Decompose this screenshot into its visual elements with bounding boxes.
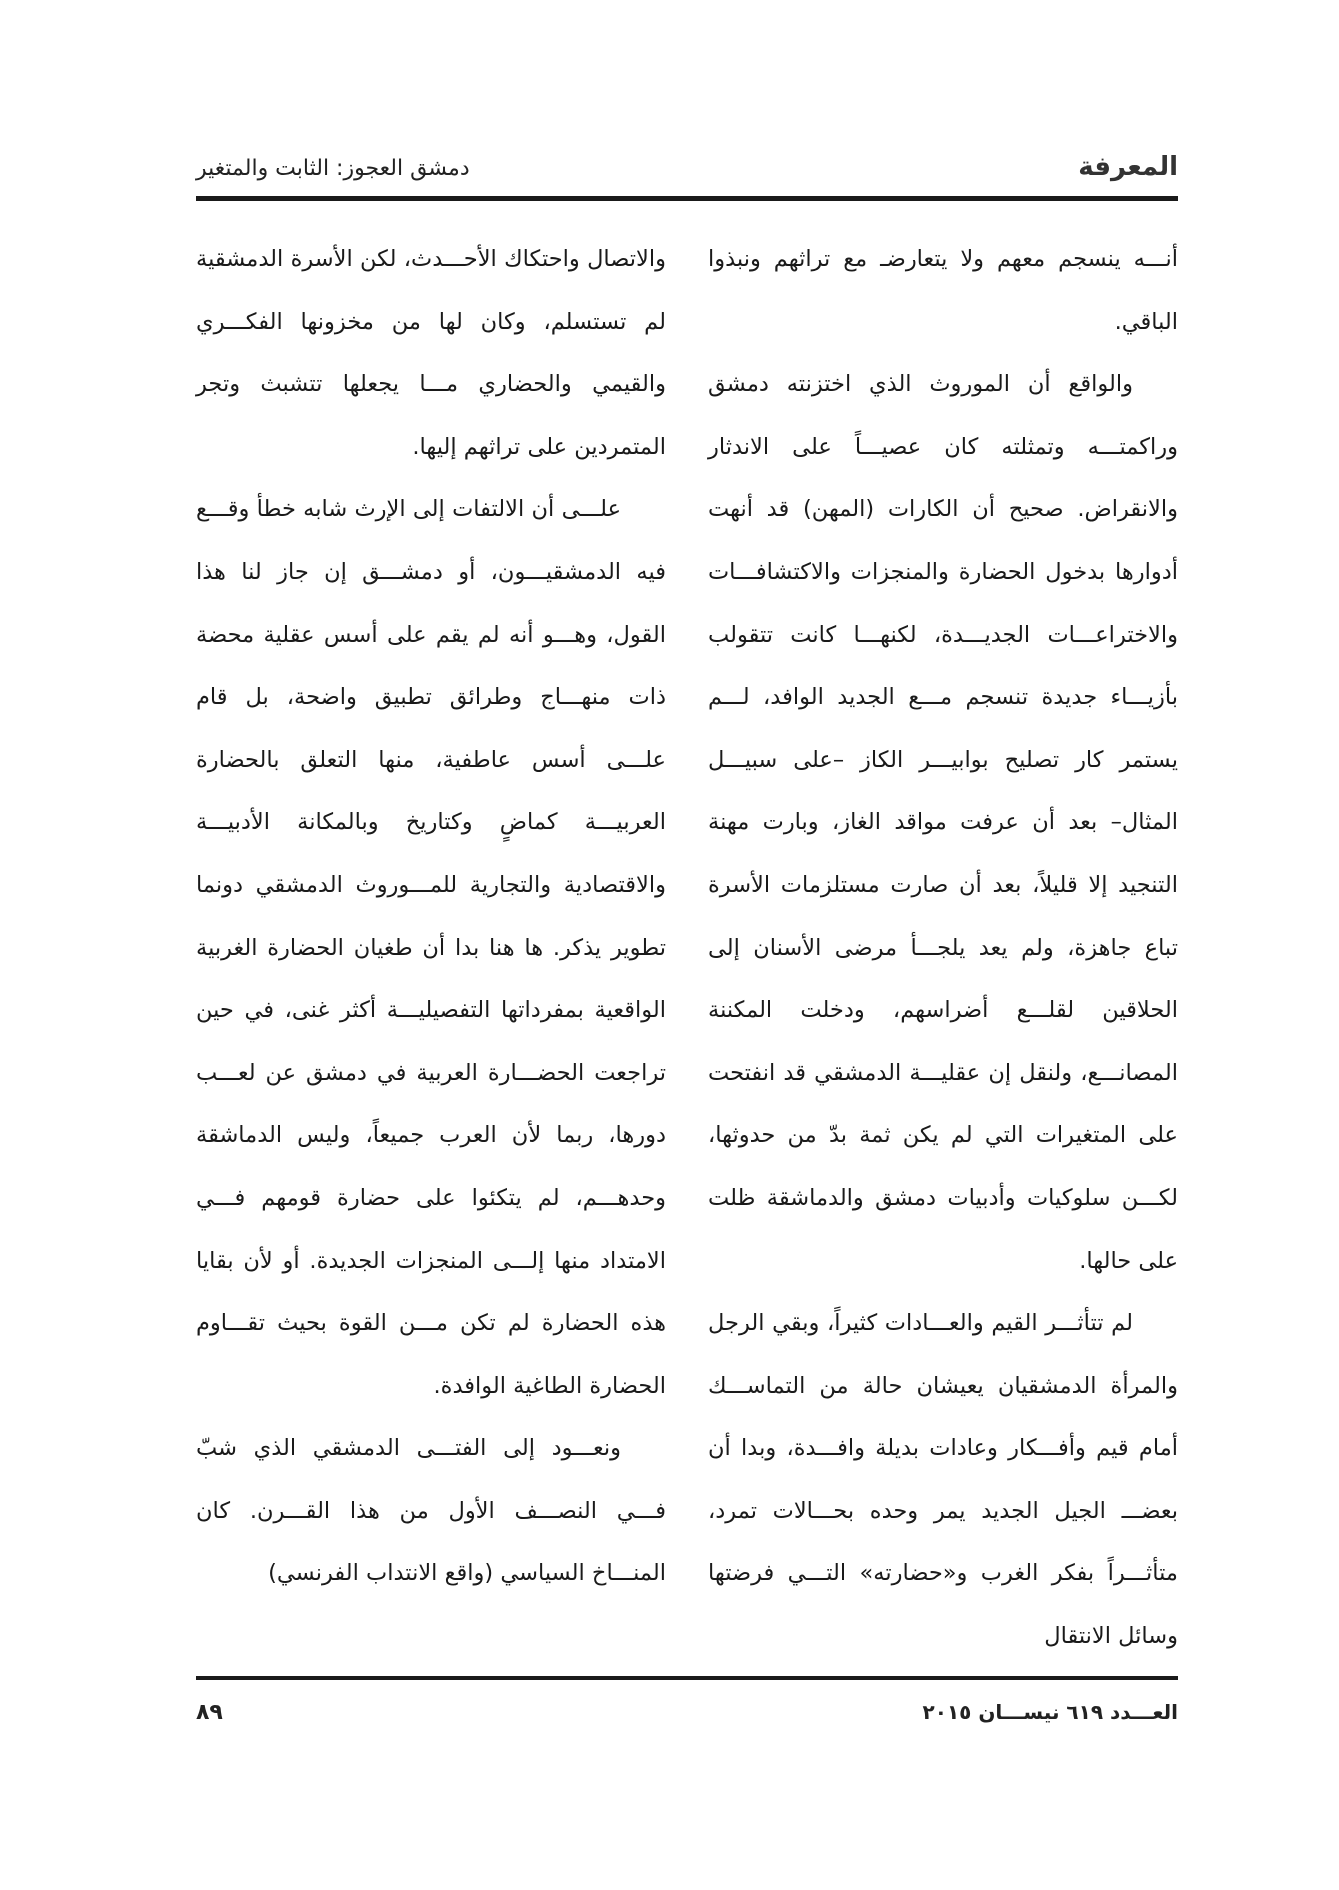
paragraph: ونعـــود إلى الفتـــى الدمشقي الذي شبّ فـــي النصـــف الأول من هذا القـــرن. كان المنـــاخ السياسي (واقع الانتداب الفرنسي) bbox=[196, 1435, 666, 1587]
footer-rule bbox=[196, 1676, 1178, 1680]
running-title: دمشق العجوز: الثابت والمتغير bbox=[196, 156, 470, 181]
left-column bbox=[196, 228, 666, 1661]
paragraph: والاتصال واحتكاك الأحـــدث، لكن الأسرة الدمشقية لم تستسلم، وكان لها من مخزونها الفكـــري والقيمي والحضاري مـــا يجعلها تتشبث وتجر المتمردين على تراثهم إليها. bbox=[196, 246, 666, 460]
paragraph: علـــى أن الالتفات إلى الإرث شابه خطأ وقـــع فيه الدمشقيـــون، أو دمشـــق إن جاز لنا هذا القول، وهـــو أنه لم يقم على أسس عقلية محضة ذات منهـــاج وطرائق تطبيق واضحة، بل قام علـــى أسس عاطفية، منها التعلق بالحضارة العربيـــة كماضٍ وكتاريخ وبالمكانة الأدبيـــة والاقتصادية والتجارية للمـــوروث الدمشقي دونما تطوير يذكر. ها هنا بدا أن طغيان الحضارة الغربية الواقعية بمفرداتها التفصيليـــة أكثر غنى، في حين تراجعت الحضـــارة العربية في دمشق عن لعـــب دورها، ربما لأن العرب جميعاً، وليس الدماشقة وحدهـــم، لم يتكئوا على حضارة قومهم فـــي الامتداد منها إلـــى المنجزات الجديدة. أو لأن بقايا هذه الحضارة لم تكن مـــن القوة بحيث تقـــاوم الحضارة الطاغية الوافدة. bbox=[196, 496, 666, 1399]
page-number: ٨٩ bbox=[196, 1700, 223, 1725]
magazine-masthead: المعرفة bbox=[1078, 152, 1178, 182]
paragraph: والواقع أن الموروث الذي اختزنته دمشق وراكمتـــه وتمثلته كان عصيـــاً على الاندثار والانقراض. صحيح أن الكارات (المهن) قد أنهت أدوارها بدخول الحضارة والمنجزات والاكتشافـــات والاختراعـــات الجديـــدة، لكنهـــا كانت تتقولب بأزيـــاء جديدة تنسجم مـــع الجديد الوافد، لـــم يستمر كار تصليح بوابيـــر الكاز –على سبيـــل المثال– بعد أن عرفت مواقد الغاز، وبارت مهنة التنجيد إلا قليلاً، بعد أن صارت مستلزمات الأسرة تباع جاهزة، ولم يعد يلجـــأ مرضى الأسنان إلى الحلاقين لقلـــع أضراسهم، ودخلت المكننة المصانـــع، ولنقل إن عقليـــة الدمشقي قد انفتحت على المتغيرات التي لم يكن ثمة بدّ من حدوثها، لكـــن سلوكيات وأدبيات دمشق والدماشقة ظلت على حالها. bbox=[708, 371, 1178, 1274]
issue-info: العـــدد ٦١٩ نيســـان ٢٠١٥ bbox=[922, 1700, 1178, 1724]
header-rule bbox=[196, 196, 1178, 201]
right-column bbox=[708, 228, 1178, 1661]
paragraph: أنـــه ينسجم معهم ولا يتعارضـ مع تراثهم ونبذوا الباقي. bbox=[708, 246, 1178, 335]
page-header bbox=[196, 150, 1178, 196]
paragraph: لم تتأثـــر القيم والعـــادات كثيراً، وبقي الرجل والمرأة الدمشقيان يعيشان حالة من التماســـك أمام قيم وأفـــكار وعادات بديلة وافـــدة، وبدا أن بعضـــ الجيل الجديد يمر وحده بحـــالات تمرد، متأثـــراً بفكر الغرب و«حضارته» التـــي فرضتها وسائل الانتقال bbox=[708, 1310, 1178, 1650]
